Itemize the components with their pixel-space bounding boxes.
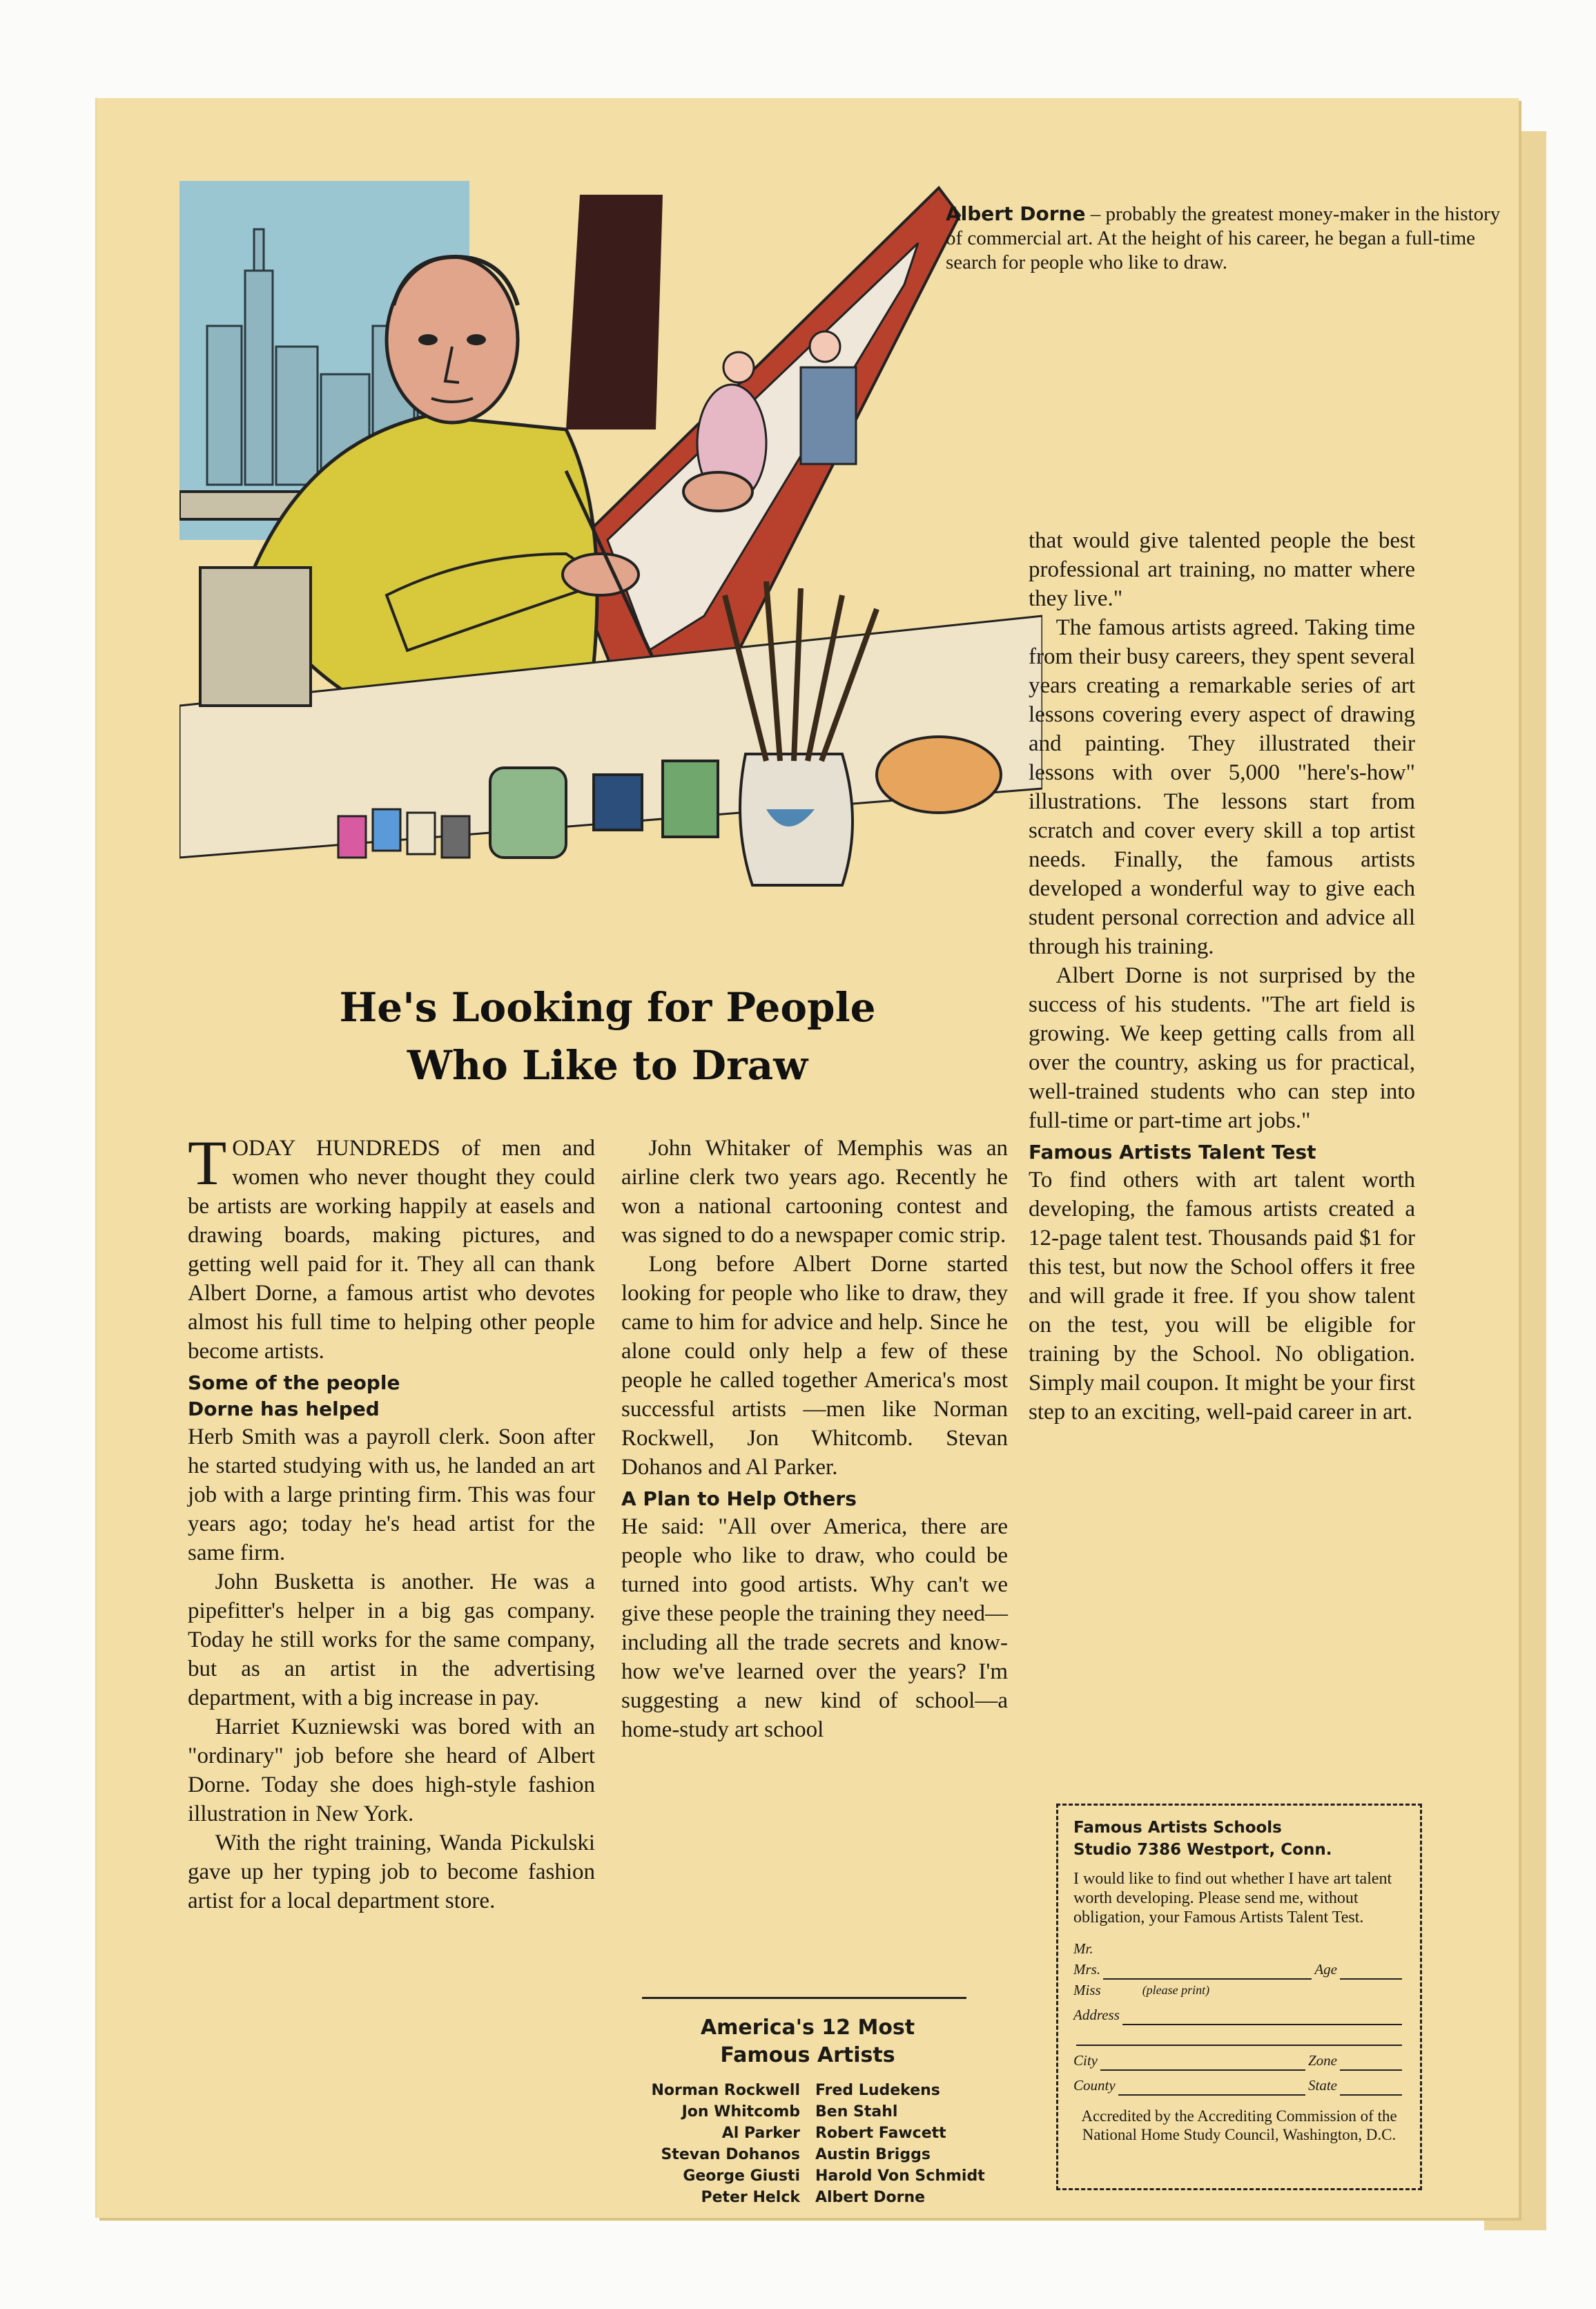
subhead-line-2: Dorne has helped — [188, 1398, 380, 1420]
paragraph: John Busketta is another. He was a pipefitter's helper in a big gas company. Today he still works for the same company, but as an artist in the advertising department, with a big increase in pay. — [188, 1569, 595, 1710]
subhead: Famous Artists Talent Test — [1029, 1141, 1316, 1163]
subhead: A Plan to Help Others — [621, 1487, 857, 1510]
address-label: Address — [1073, 2007, 1120, 2023]
paragraph-text: of men and women who never thought they could be artists are working happily at easels and drawing boards, making pictures, and getting well paid for it. They all can thank Albert Dorne, a famous artist who devotes almost his full time to helping other people become artists. — [188, 1136, 595, 1364]
illustration-caption — [946, 202, 1512, 275]
paragraph: To find others with art talent worth developing, the famous artists created a 12-page talent test. Thousands paid $1 for this test, but now the School offers it free and will grade it free. If you show talent on the test, you will be eligible for training by the School. No obligation. Simply mail coupon. It might be your first step to an exciting, well-paid career in art. — [1029, 1168, 1415, 1424]
artist-name: Ben Stahl — [815, 2103, 898, 2120]
headline-line-1: He's Looking for People — [339, 984, 876, 1031]
headline-line-2: Who Like to Draw — [407, 1042, 808, 1089]
artists-title-line-1: America's 12 Most — [700, 2016, 915, 2040]
paragraph: Harriet Kuzniewski was bored with an "ordinary" job before she heard of Albert Dorne. Today she does high-style fashion illustration in New York. — [188, 1714, 595, 1826]
county-line[interactable] — [1118, 2079, 1305, 2096]
artist-name: Fred Ludekens — [815, 2082, 940, 2099]
mr-label: Mr. — [1073, 1940, 1093, 1957]
coupon-body: I would like to find out whether I have art talent worth developing. Please send me, without obligation, your Famous Artists Talent Test. — [1073, 1870, 1392, 1926]
artists-title-line-2: Famous Artists — [720, 2043, 895, 2067]
article-column-1 — [188, 1128, 595, 1915]
paragraph: Albert Dorne is not surprised by the success of his students. "The art field is growing. We keep getting calls from all over the country, asking us for practical, well-trained students who can step into full-time or part-time art jobs." — [1029, 963, 1415, 1133]
artists-box-title — [635, 2014, 980, 2069]
state-line[interactable] — [1340, 2079, 1402, 2096]
artist-name: Peter Helck — [701, 2189, 800, 2206]
city-zone-field[interactable] — [1073, 2050, 1405, 2071]
artist-name: Stevan Dohanos — [661, 2146, 800, 2163]
artist-name: Harold Von Schmidt — [815, 2167, 985, 2185]
miss-label: Miss — [1073, 1982, 1101, 1998]
paragraph: that would give talented people the best professional art training, no matter where they live." — [1029, 528, 1415, 611]
paragraph: Herb Smith was a payroll clerk. Soon after he started studying with us, he landed an art job with a large printing firm. This was four years ago; today he's head artist for the same firm. — [188, 1424, 595, 1565]
albert-dorne-illustration — [179, 167, 1042, 934]
address-line-2[interactable] — [1076, 2029, 1402, 2046]
address-line[interactable] — [1122, 2009, 1402, 2025]
subhead-line-1: Some of the people — [188, 1371, 400, 1394]
caption-name: Albert Dorne — [946, 202, 1086, 225]
county-label: County — [1073, 2077, 1116, 2094]
coupon-title-line-2: Studio 7386 Westport, Conn. — [1073, 1841, 1332, 1859]
artist-name: Norman Rockwell — [651, 2082, 800, 2099]
artist-name: Robert Fawcett — [815, 2125, 946, 2142]
artist-name: Austin Briggs — [815, 2146, 931, 2163]
paragraph: Long before Albert Dorne started looking for people who like to draw, they came to him for advice and help. Since he alone could only help a few of these people he called together America's most successful artists —men like Norman Rockwell, Jon Whitcomb. Stevan Dohanos and Al Parker. — [621, 1252, 1008, 1480]
artists-list — [607, 2080, 1008, 2208]
subhead — [188, 1370, 595, 1422]
blank-line[interactable] — [1073, 2029, 1405, 2046]
drop-cap: T — [188, 1128, 227, 1198]
please-print-note: (please print) — [1142, 1983, 1210, 1997]
paragraph: With the right training, Wanda Pickulski gave up her typing job to become fashion artist for a local department store. — [188, 1830, 595, 1913]
paragraph — [188, 1128, 595, 1366]
miss-field — [1073, 1980, 1405, 2000]
artist-name: George Giusti — [683, 2167, 800, 2185]
address-field[interactable] — [1073, 2004, 1405, 2025]
age-line[interactable] — [1340, 1963, 1402, 1980]
artist-name: Al Parker — [721, 2125, 800, 2142]
state-label: State — [1308, 2077, 1337, 2094]
zone-label: Zone — [1308, 2052, 1337, 2069]
paragraph: The famous artists agreed. Taking time from their busy careers, they spent several years creating a remarkable series of art lessons covering every aspect of drawing and painting. They illustrated their lessons with over 5,000 "here's-how" illustrations. The lessons start from scratch and cover every skill a top artist needs. Finally, the famous artists developed a wonderful way to give each student personal correction and advice all through his training. — [1029, 615, 1415, 959]
article-column-3 — [1029, 526, 1415, 1427]
county-state-field[interactable] — [1073, 2075, 1405, 2096]
comic-page — [97, 98, 1519, 2218]
headline — [193, 978, 1022, 1094]
lead-in: ODAY HUNDREDS — [232, 1136, 440, 1161]
divider — [642, 1997, 966, 1999]
accreditation-note: Accredited by the Accrediting Commission of the National Home Study Council, Washington, D.C. — [1081, 2107, 1397, 2143]
artist-name: Jon Whitcomb — [681, 2103, 800, 2120]
age-label: Age — [1314, 1961, 1337, 1978]
paragraph: John Whitaker of Memphis was an airline clerk two years ago. Recently he won a national cartooning contest and was signed to do a newspaper comic strip. — [621, 1136, 1008, 1248]
city-line[interactable] — [1100, 2054, 1305, 2071]
name-line[interactable] — [1103, 1963, 1312, 1980]
name-field[interactable] — [1073, 1938, 1405, 1959]
city-label: City — [1073, 2052, 1098, 2069]
zone-line[interactable] — [1340, 2054, 1402, 2071]
coupon-title-line-1: Famous Artists Schools — [1073, 1819, 1282, 1837]
mrs-label: Mrs. — [1073, 1961, 1101, 1978]
article-column-2 — [621, 1134, 1008, 1744]
artist-name: Albert Dorne — [815, 2189, 926, 2206]
mail-coupon[interactable] — [1056, 1804, 1422, 2190]
mrs-age-field[interactable] — [1073, 1959, 1405, 1980]
caption-text: – probably the greatest money-maker in the history of commercial art. At the height of his career, he began a full-time search for people who like to draw. — [946, 203, 1501, 273]
paragraph: He said: "All over America, there are people who like to draw, who could be turned into good artists. Why can't we give these people the training they need—including all the trade secrets and know-how we've learned over the years? I'm suggesting a new kind of school—a home-study art school — [621, 1514, 1008, 1742]
